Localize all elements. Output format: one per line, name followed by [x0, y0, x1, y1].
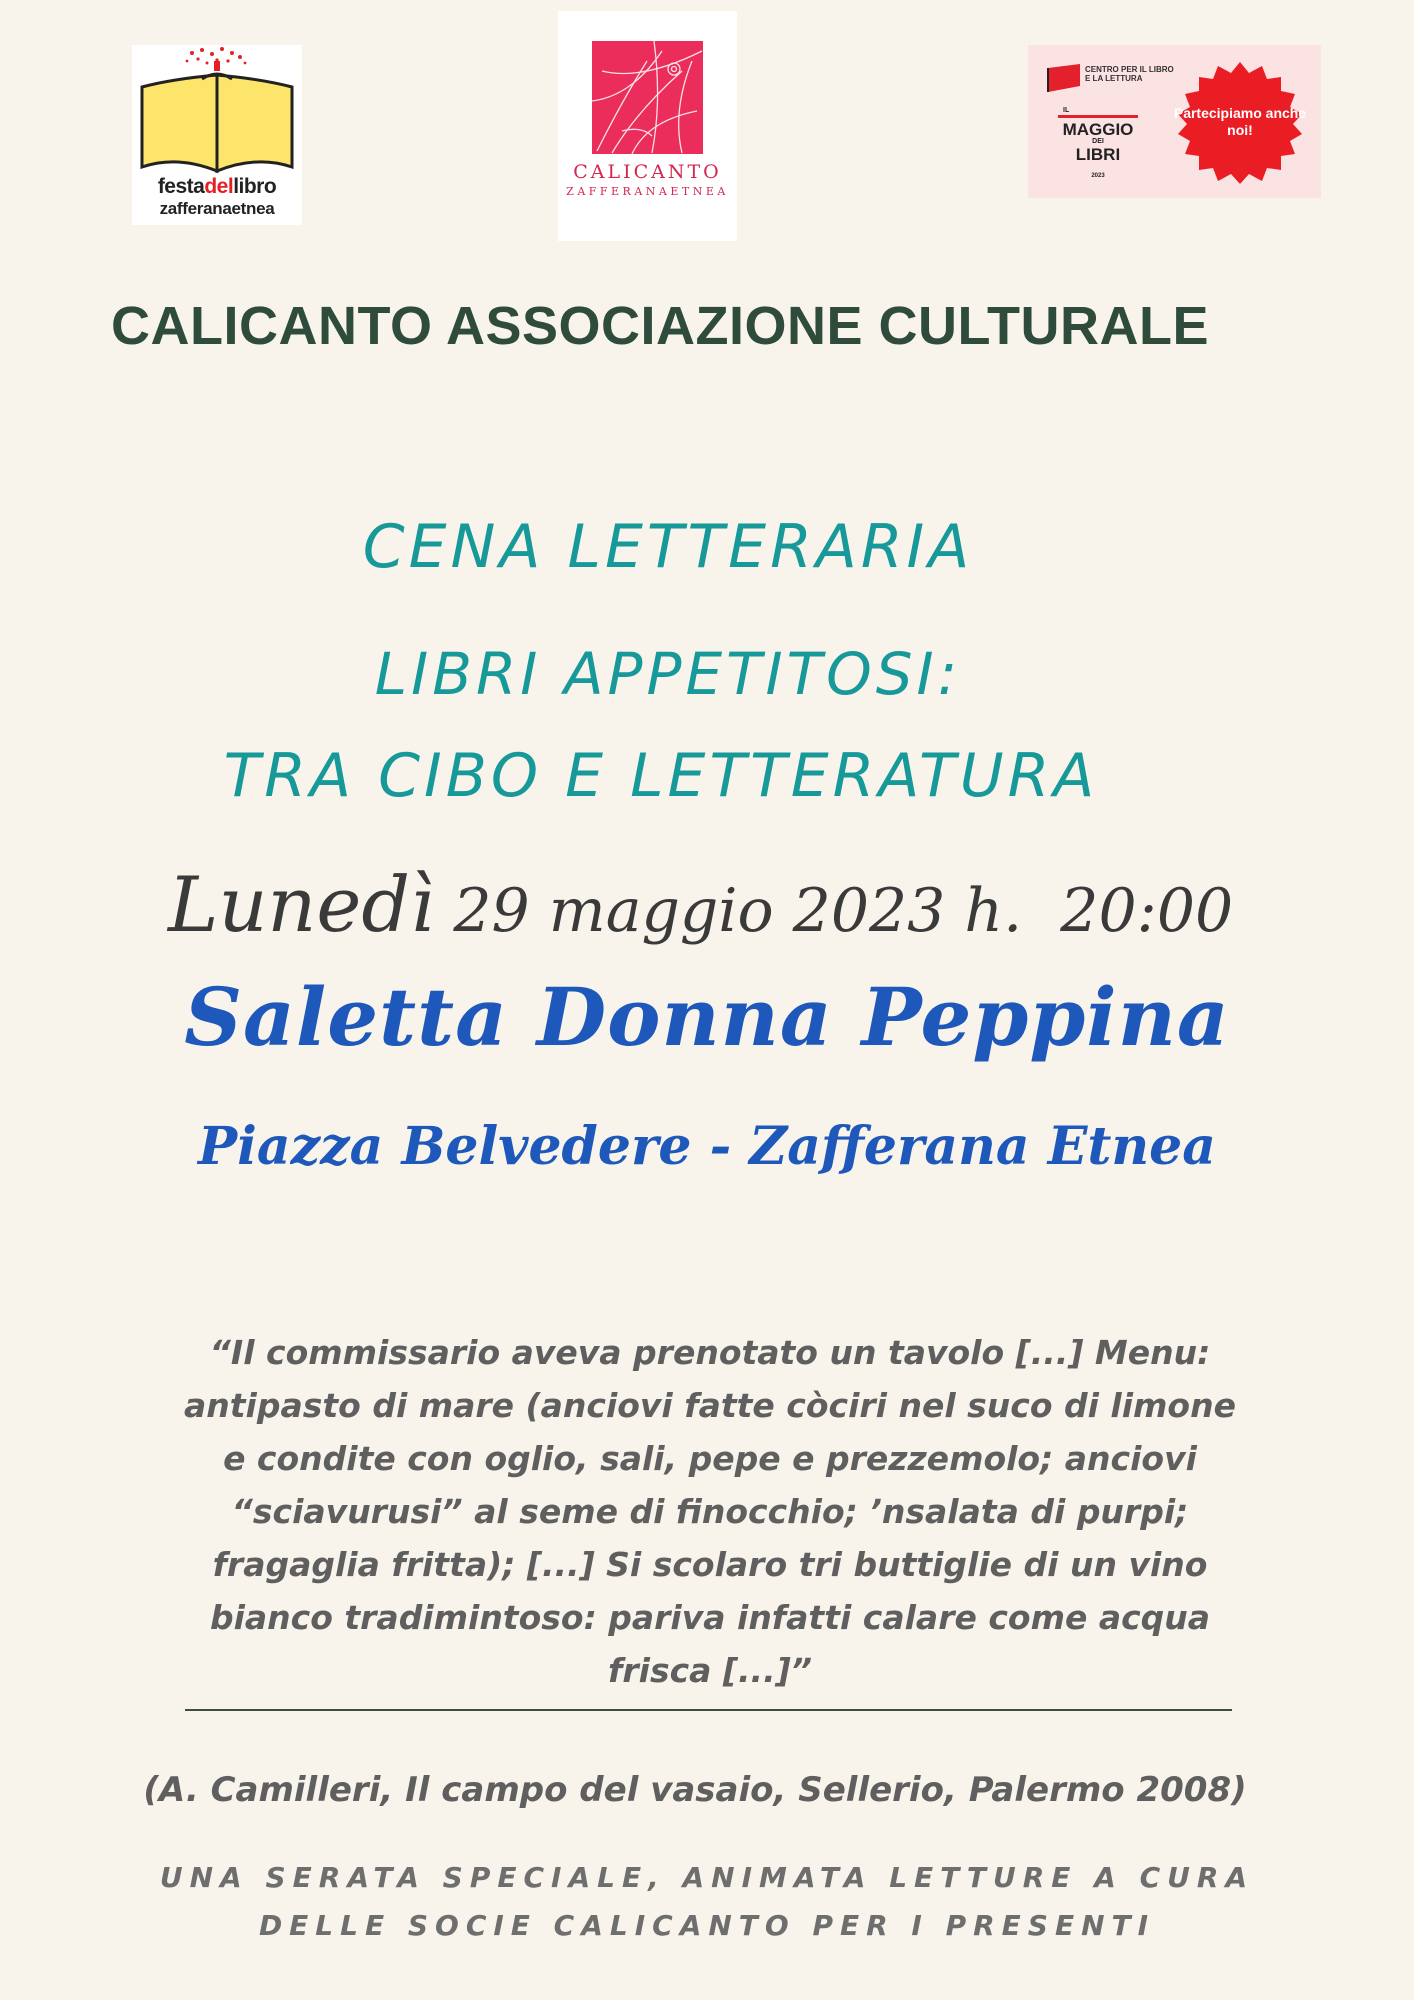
footer-line-1: UNA SERATA SPECIALE, ANIMATA LETTURE A CURA [159, 1861, 1255, 1894]
quote-line: “sciavurusi” al seme di finocchio; ’nsalata di purpi; [231, 1492, 1189, 1531]
maggio-wordmark: MAGGIO DEI LIBRI [1062, 120, 1134, 164]
open-book-volcano-icon [132, 45, 302, 175]
footer-note [0, 1854, 1414, 1950]
venue-name: Saletta Donna Peppina [184, 970, 1230, 1064]
quote-line: e condite con oglio, sali, pepe e prezzemolo; anciovi [223, 1439, 1197, 1478]
quote-line: bianco tradimintoso: pariva infatti calare come acqua [209, 1598, 1211, 1637]
quote-line: “Il commissario aveva prenotato un tavolo [...] Menu: [209, 1333, 1211, 1372]
cepell-book-icon [1046, 62, 1082, 94]
quote-citation: (A. Camilleri, Il campo del vasaio, Sellerio, Palermo 2008) [143, 1770, 1247, 1810]
maggio-il: IL [1063, 107, 1070, 114]
quote-line: frisca [...]” [608, 1651, 812, 1690]
calicanto-flower-art [592, 41, 703, 154]
festa-logo-wordmark: festadellibro [157, 175, 277, 198]
event-title-line2: TRA CIBO E LETTERATURA [223, 741, 1099, 811]
organization-title: CALICANTO ASSOCIAZIONE CULTURALE [111, 296, 1209, 356]
venue-address: Piazza Belvedere - Zafferana Etnea [198, 1116, 1216, 1177]
cepell-text: CENTRO PER IL LIBRO E LA LETTURA [1085, 65, 1174, 83]
festa-del-libro-logo [132, 45, 302, 225]
calicanto-logo [558, 11, 737, 241]
footer-line-2: DELLE SOCIE CALICANTO PER I PRESENTI [258, 1909, 1156, 1942]
event-date-time: 29 maggio 2023 h. 20:00 [453, 876, 1234, 946]
festa-logo-town: zafferanaetnea [159, 199, 275, 218]
camilleri-quote [120, 1326, 1300, 1697]
event-day: Lunedì [168, 860, 435, 949]
event-title-line1: LIBRI APPETITOSI: [374, 640, 962, 708]
calicanto-logo-town: ZAFFERANAETNEA [566, 185, 729, 198]
event-date [168, 860, 1234, 949]
maggio-dei-libri-logo [1028, 45, 1321, 198]
stamp-text: Partecipiamo anche noi! [1173, 105, 1307, 138]
quote-line: fragaglia fritta); [...] Si scolaro tri buttiglie di un vino [212, 1545, 1208, 1584]
event-type-heading: CENA LETTERARIA [362, 512, 974, 582]
maggio-year: 2023 [1091, 173, 1105, 179]
quote-line: antipasto di mare (anciovi fatte còciri nel suco di limone [184, 1386, 1236, 1425]
quote-divider [185, 1709, 1232, 1711]
calicanto-logo-name: CALICANTO [573, 161, 722, 183]
